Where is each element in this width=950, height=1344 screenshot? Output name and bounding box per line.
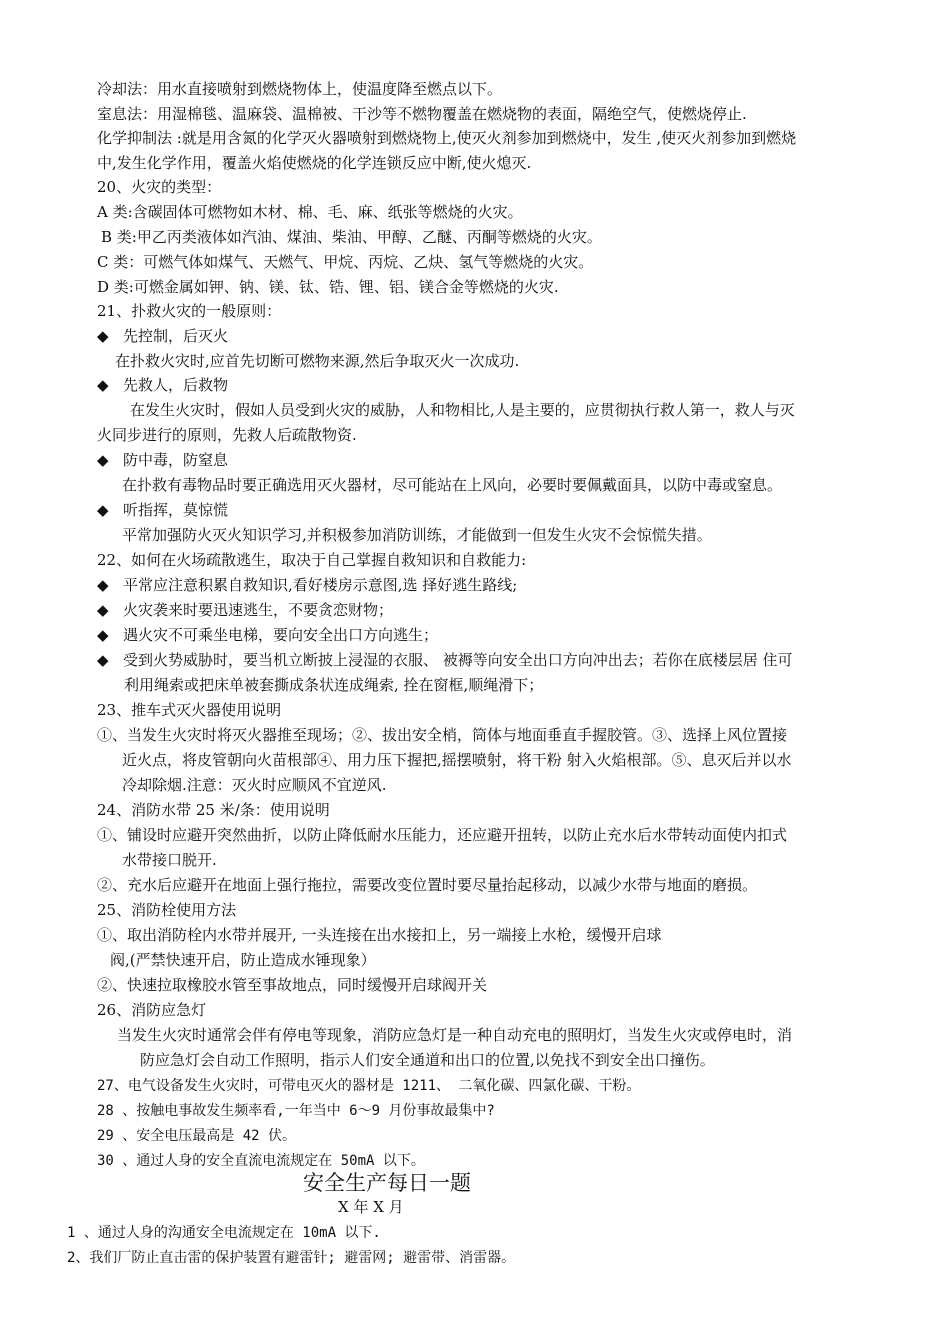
diamond-bullet-icon: ◆ bbox=[97, 376, 109, 394]
text-line: 在发生火灾时，假如人员受到火灾的威胁，人和物相比,人是主要的，应贯彻执行救人第一，救人与灭 bbox=[130, 401, 795, 419]
diamond-bullet-icon: ◆ bbox=[97, 501, 109, 519]
text-line: 当发生火灾时通常会伴有停电等现象，消防应急灯是一种自动充电的照明灯，当发生火灾或停电时，消 bbox=[117, 1026, 793, 1044]
text-line: D 类:可燃金属如钾、钠、镁、钛、锆、锂、铝、镁合金等燃烧的火灾. bbox=[97, 278, 559, 296]
diamond-bullet-icon: ◆ bbox=[97, 451, 109, 469]
diamond-bullet-icon: ◆ bbox=[97, 601, 109, 619]
bullet-item bbox=[97, 575, 517, 595]
text-line: ①、铺设时应避开突然曲折，以防止降低耐水压能力，还应避开扭转，以防止充水后水带转动面使内扣式 bbox=[97, 826, 788, 844]
diamond-bullet-icon: ◆ bbox=[97, 576, 109, 594]
section-heading: 26、消防应急灯 bbox=[97, 1001, 207, 1019]
text-line: 近火点，将皮管朝向火苗根部④、用力压下握把,摇摆喷射，将干粉 射入火焰根部。⑤、息灭后并以水 bbox=[122, 751, 792, 769]
page-title: 安全生产每日一题 bbox=[303, 1171, 471, 1195]
text-line: 化学抑制法 :就是用含氮的化学灭火器喷射到燃烧物上,使灭火剂参加到燃烧中，发生 ,使灭火剂参加到燃烧 bbox=[97, 129, 797, 147]
text-line: ①、当发生火灾时将灭火器推至现场；②、拔出安全梢，筒体与地面垂直手握胶管。③、选择上风位置接 bbox=[97, 726, 788, 744]
text-line: C 类：可燃气体如煤气、天燃气、甲烷、丙烷、乙炔、氢气等燃烧的火灾。 bbox=[97, 253, 594, 271]
text-line: ②、充水后应避开在地面上强行拖拉，需要改变位置时要尽量抬起移动，以减少水带与地面的磨损。 bbox=[97, 876, 758, 894]
bullet-item bbox=[97, 600, 393, 620]
text-line: 冷却法：用水直接喷射到燃烧物体上，使温度降至燃点以下。 bbox=[97, 80, 503, 98]
bullet-text: 遇火灾不可乘坐电梯，要向安全出口方向逃生； bbox=[123, 626, 439, 644]
text-line: 中,发生化学作用，覆盖火焰使燃烧的化学连锁反应中断,使火熄灭. bbox=[97, 154, 532, 172]
text-line: 阀,(严禁快速开启，防止造成水锤现象） bbox=[110, 951, 376, 969]
diamond-bullet-icon: ◆ bbox=[97, 651, 109, 669]
bullet-item bbox=[97, 375, 228, 395]
section-heading: 23、推车式灭火器使用说明 bbox=[97, 701, 282, 719]
section-heading: 20、火灾的类型： bbox=[97, 178, 222, 196]
bullet-item bbox=[97, 500, 228, 520]
bullet-item bbox=[97, 450, 228, 470]
text-line: 在扑救火灾时,应首先切断可燃物来源,然后争取灭火一次成功. bbox=[115, 352, 520, 370]
text-line: 28 、按触电事故发生频率看,一年当中 6～9 月份事故最集中? bbox=[97, 1103, 495, 1119]
diamond-bullet-icon: ◆ bbox=[97, 327, 109, 345]
bullet-item bbox=[97, 625, 438, 645]
text-line: 火同步进行的原则，先救人后疏散物资. bbox=[97, 426, 357, 444]
bullet-text: 先控制，后灭火 bbox=[123, 327, 229, 345]
text-line: 利用绳索或把床单被套撕成条状连成绳索, 拴在窗框,顺绳滑下； bbox=[124, 676, 544, 694]
text-line: ②、快速拉取橡胶水管至事故地点，同时缓慢开启球阀开关 bbox=[97, 976, 488, 994]
section-heading: 22、如何在火场疏散逃生，取决于自己掌握自救知识和自救能力: bbox=[97, 551, 527, 569]
section-heading: 21、扑救火灾的一般原则： bbox=[97, 302, 282, 320]
text-line: ①、取出消防栓内水带并展开, 一头连接在出水接扣上，另一端接上水枪，缓慢开启球 bbox=[97, 926, 662, 944]
bullet-text: 听指挥，莫惊慌 bbox=[123, 501, 229, 519]
text-line: 29 、安全电压最高是 42 伏。 bbox=[97, 1128, 297, 1144]
bullet-text: 火灾袭来时要迅速逃生，不要贪恋财物； bbox=[123, 601, 394, 619]
bullet-text: 防中毒，防窒息 bbox=[123, 451, 229, 469]
text-line: 水带接口脱开. bbox=[122, 851, 217, 869]
text-line: B 类:甲乙丙类液体如汽油、煤油、柴油、甲醇、乙醚、丙酮等燃烧的火灾。 bbox=[101, 228, 602, 246]
section-heading: 24、消防水带 25 米/条：使用说明 bbox=[97, 801, 330, 819]
text-line: 1 、通过人身的沟通安全电流规定在 10mA 以下. bbox=[67, 1225, 381, 1241]
diamond-bullet-icon: ◆ bbox=[97, 626, 109, 644]
text-line: 冷却除烟.注意：灭火时应顺风不宜逆风. bbox=[122, 776, 387, 794]
bullet-item bbox=[97, 326, 228, 346]
bullet-text: 先救人，后救物 bbox=[123, 376, 229, 394]
text-line: 室息法：用湿棉毯、温麻袋、温棉被、干沙等不燃物覆盖在燃烧物的表面，隔绝空气，使燃烧停止. bbox=[97, 105, 747, 123]
bullet-item bbox=[97, 650, 793, 670]
date-subtitle: X 年 X 月 bbox=[338, 1198, 404, 1216]
text-line: 平常加强防火灭火知识学习,并积极参加消防训练，才能做到一但发生火灾不会惊慌失措。 bbox=[122, 526, 712, 544]
text-line: A 类:含碳固体可燃物如木材、棉、毛、麻、纸张等燃烧的火灾。 bbox=[97, 203, 523, 221]
text-line: 2、我们厂防止直击雷的保护装置有避雷针; 避雷网; 避雷带、消雷器。 bbox=[67, 1250, 516, 1266]
bullet-text: 受到火势威胁时，要当机立断披上浸湿的衣服、 被褥等向安全出口方向冲出去；若你在底楼层居 住可 bbox=[123, 651, 793, 669]
text-line: 在扑救有毒物品时要正确选用灭火器材，尽可能站在上风向，必要时要佩戴面具，以防中毒或窒息。 bbox=[122, 476, 783, 494]
text-line: 30 、通过人身的安全直流电流规定在 50mA 以下。 bbox=[97, 1153, 425, 1169]
section-heading: 25、消防栓使用方法 bbox=[97, 901, 237, 919]
text-line: 27、电气设备发生火灾时，可带电灭火的器材是 1211、 二氧化碳、四氯化碳、干粉。 bbox=[97, 1078, 641, 1094]
text-line: 防应急灯会自动工作照明，指示人们安全通道和出口的位置,以免找不到安全出口撞伤。 bbox=[140, 1051, 715, 1069]
bullet-text: 平常应注意积累自救知识,看好楼房示意图,选 择好逃生路线; bbox=[123, 576, 518, 594]
